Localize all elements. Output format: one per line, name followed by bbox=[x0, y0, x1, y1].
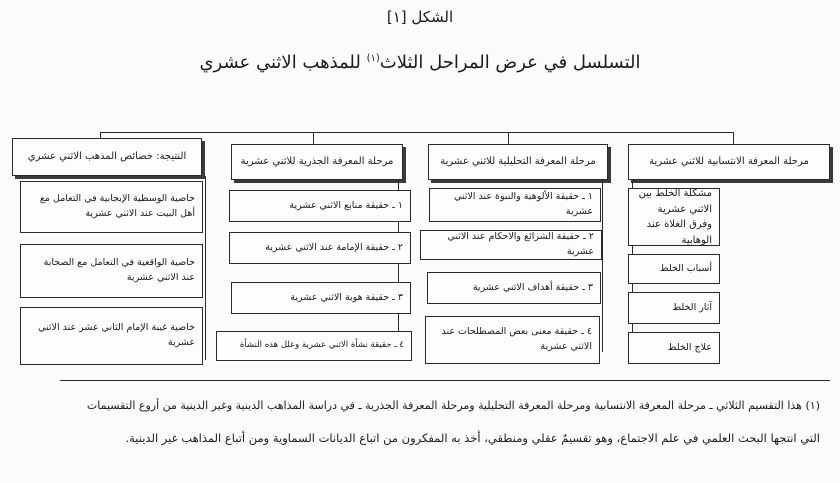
top-connector bbox=[100, 132, 734, 133]
item-jadhriya-4: ٤ ـ حقيقة نشأة الاثني عشرية وعلل هذه النشأة bbox=[216, 331, 412, 361]
item-ansabiya-1: مشكلة الخلط بين الاثني عشرية وفرق الغلاة عند الوهابية bbox=[628, 188, 720, 246]
title-footnote-mark: (١) bbox=[366, 53, 380, 64]
header-tahliliya: مرحلة المعرفة التحليلية للاثني عشرية bbox=[428, 144, 608, 180]
connector-col2 bbox=[508, 132, 509, 144]
footnote-line2: التي انتجها البحث العلمي في علم الاجتماع، وهو تقسيمٌ عقلي ومنطقي، أخذ به المفكرون من اتباع الديانات السماوية ومن أتباع المذاهب غير الدينية. bbox=[125, 431, 820, 445]
spine-col4 bbox=[205, 176, 206, 360]
title-text: التسلسل في عرض المراحل الثلاث bbox=[379, 52, 641, 73]
item-tahliliya-4: ٤ ـ حقيقة معنى بعض المصطلحات عند الاثني عشرية bbox=[425, 316, 600, 364]
item-nateeja-1: خاصية الوسطية الإيجابية في التعامل مع أهل البيت عند الاثني عشرية bbox=[20, 181, 203, 233]
item-ansabiya-3: آثار الخلط bbox=[628, 292, 720, 324]
spine-col2 bbox=[602, 180, 603, 352]
footnote-line1: (١) هذا التقسيم الثلاثي ـ مرحلة المعرفة الانتسابية ومرحلة المعرفة التحليلية ومرحلة المعرفة الجذرية ـ في دراسة المذاهب الدينية وغير الدينية من أروع التقسيمات bbox=[86, 399, 820, 412]
footnote-rule bbox=[60, 380, 830, 381]
item-jadhriya-1: ١ ـ حقيقة منابع الاثني عشرية bbox=[229, 190, 411, 222]
item-jadhriya-3: ٣ ـ حقيقة هوية الاثني عشرية bbox=[231, 282, 411, 314]
diagram-title bbox=[0, 52, 840, 73]
connector-col1 bbox=[733, 132, 734, 144]
header-jadhriya: مرحلة المعرفة الجذرية للاثني عشرية bbox=[231, 144, 403, 180]
item-nateeja-2: خاصية الواقعية في التعامل مع الصحابة عند الاثني عشرية bbox=[20, 244, 203, 298]
item-tahliliya-2: ٢ ـ حقيقة الشرائع والاحكام عند الاثني عشرية bbox=[420, 230, 602, 260]
connector-col3 bbox=[313, 132, 314, 144]
header-ansabiya: مرحلة المعرفة الانتسابية للاثني عشرية bbox=[628, 144, 830, 180]
item-tahliliya-1: ١ ـ حقيقة الألوهية والنبوة عند الاثني عشرية bbox=[429, 188, 601, 222]
item-ansabiya-2: أسباب الخلط bbox=[628, 254, 720, 284]
header-nateeja: النتيجة: خصائص المذهب الاثني عشري bbox=[12, 138, 202, 176]
figure-label: الشكل [١] bbox=[386, 8, 454, 26]
item-nateeja-3: خاصية غيبة الإمام الثاني عشر عند الاثني عشرية bbox=[20, 307, 203, 365]
title-suffix: للمذهب الاثني عشري bbox=[199, 52, 367, 73]
item-tahliliya-3: ٣ ـ حقيقة أهداف الاثني عشرية bbox=[427, 272, 601, 304]
item-ansabiya-4: علاج الخلط bbox=[628, 332, 720, 364]
item-jadhriya-2: ٢ ـ حقيقة الإمامة عند الاثني عشرية bbox=[229, 232, 411, 264]
